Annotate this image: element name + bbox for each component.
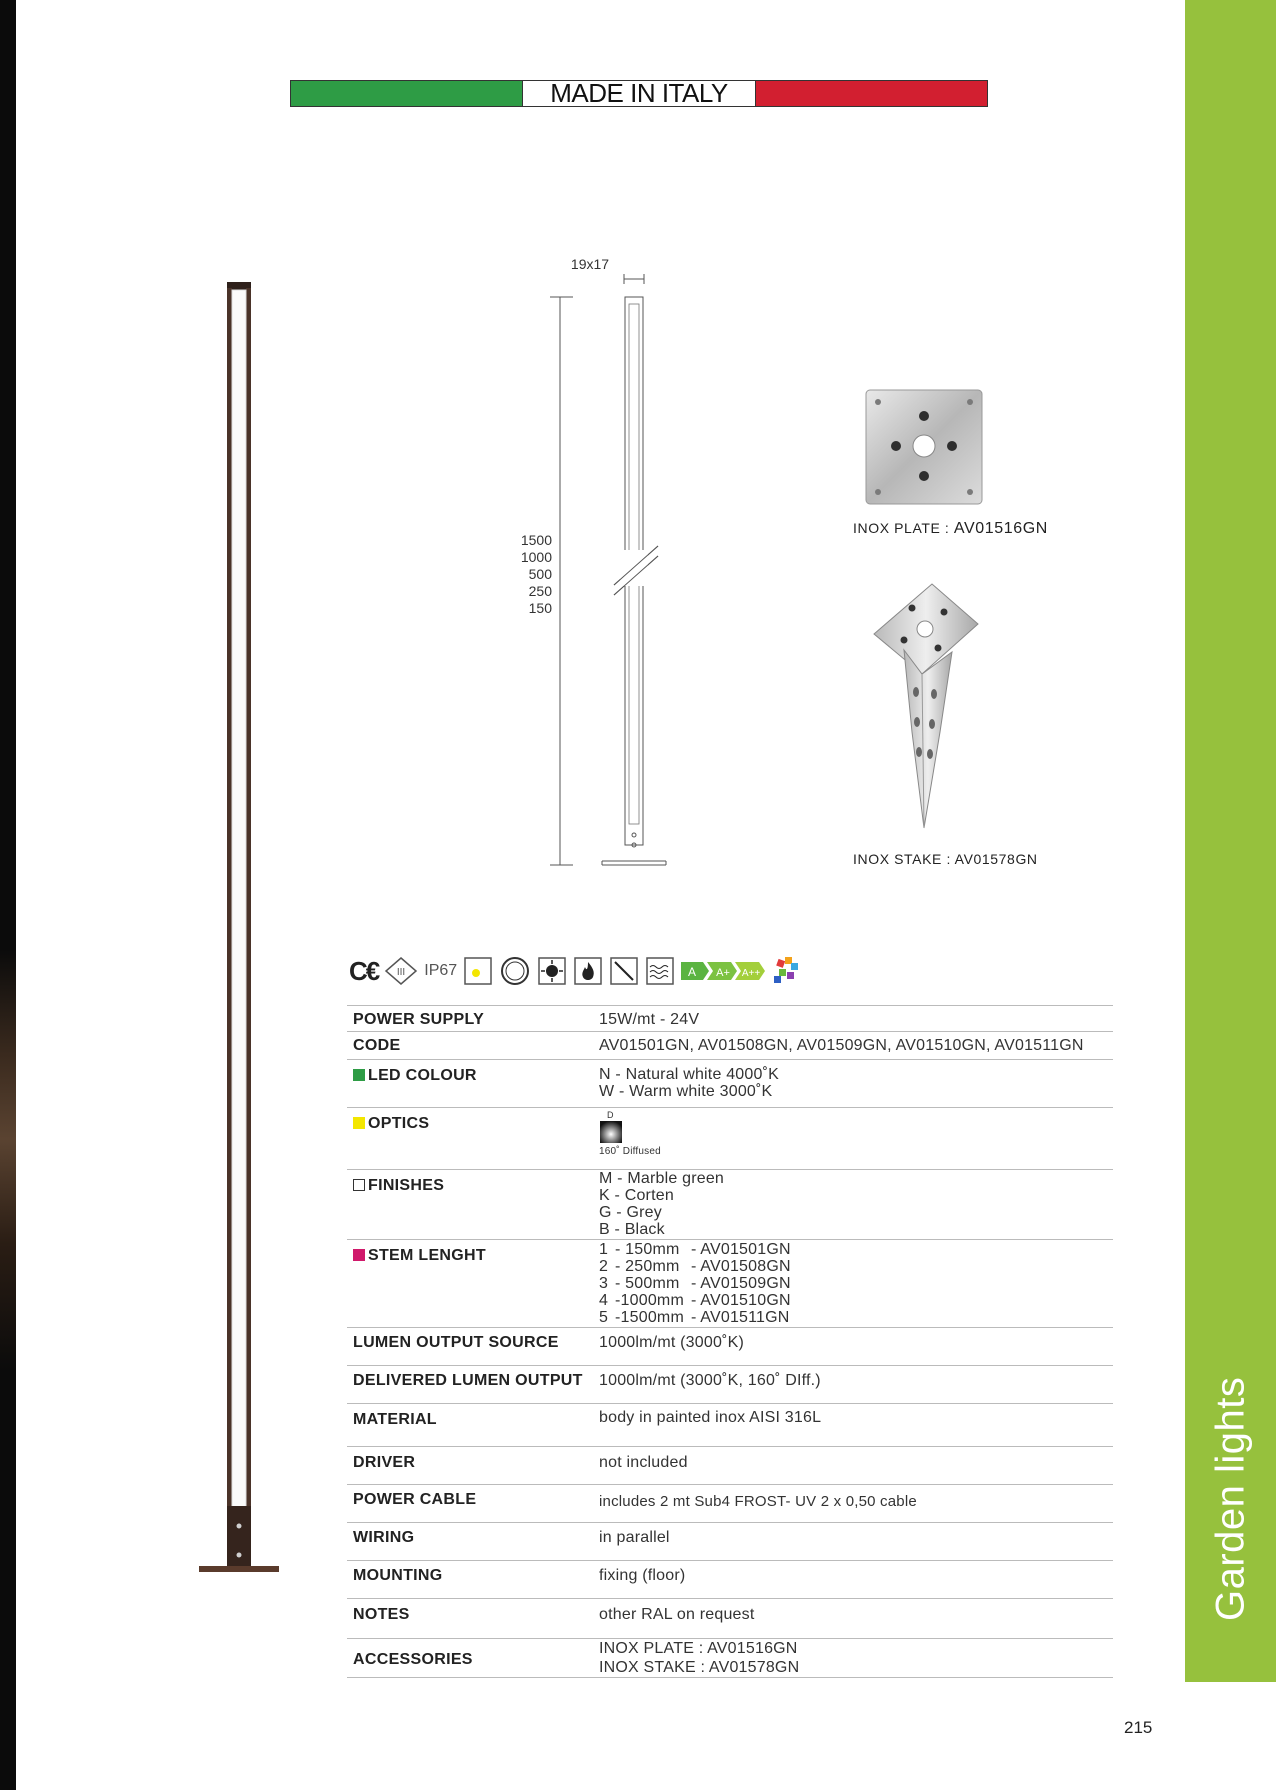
energy-class-icon [681, 960, 765, 982]
spec-value: D 160˚ Diffused [599, 1108, 1113, 1170]
flag-red [756, 81, 987, 106]
section-dimension: 19x17 [570, 256, 610, 272]
spec-value: INOX PLATE : AV01516GN INOX STAKE : AV01578GN [599, 1639, 1113, 1678]
green-swatch [353, 1069, 365, 1081]
rgb-palette-icon [771, 954, 805, 988]
spec-value: not included [599, 1447, 1113, 1485]
spec-label: NOTES [347, 1599, 599, 1639]
spec-label: DELIVERED LUMEN OUTPUT [347, 1366, 599, 1404]
spec-row-wiring [347, 1523, 1113, 1561]
spec-value [599, 1240, 1113, 1328]
rotation-icon [499, 955, 531, 987]
spec-row-material [347, 1404, 1113, 1447]
spec-label: MOUNTING [347, 1561, 599, 1599]
spec-value: body in painted inox AISI 316L [599, 1404, 1113, 1447]
spec-row-mounting [347, 1561, 1113, 1599]
svg-text:III: III [397, 967, 406, 978]
length-1000: 1000 [520, 549, 552, 565]
spec-label: WIRING [347, 1523, 599, 1561]
flag-green [291, 81, 522, 106]
section-tab-label: Garden lights [1208, 1376, 1253, 1621]
lamp-icon [463, 956, 493, 986]
bollard-photo [195, 280, 285, 1595]
spec-row-optics [347, 1108, 1113, 1170]
spec-row-power-cable [347, 1485, 1113, 1523]
spec-value: fixing (floor) [599, 1561, 1113, 1599]
spec-label: DRIVER [347, 1447, 599, 1485]
stem-row: 1 - 150mm - AV01501GN [599, 1241, 791, 1258]
spec-row-delivered-lumen [347, 1366, 1113, 1404]
spec-label: CODE [347, 1032, 599, 1060]
spec-label: LED COLOUR [347, 1060, 599, 1108]
spec-row-finishes [347, 1170, 1113, 1240]
spec-label: MATERIAL [347, 1404, 599, 1447]
spec-label: POWER CABLE [347, 1485, 599, 1523]
spec-value: in parallel [599, 1523, 1113, 1561]
empty-swatch [353, 1179, 365, 1191]
energy-a: A [688, 965, 697, 979]
diffused-optic-icon [599, 1120, 623, 1144]
certification-icons [349, 951, 805, 991]
spec-value: 1000lm/mt (3000˚K) [599, 1328, 1113, 1366]
banner-title: MADE IN ITALY [522, 81, 756, 106]
spec-row-power-supply [347, 1006, 1113, 1032]
stem-row: 3 - 500mm - AV01509GN [599, 1275, 791, 1292]
inox-stake-caption: INOX STAKE : AV01578GN [853, 851, 1038, 867]
technical-drawing [540, 270, 680, 870]
energy-a-plus-plus: A++ [741, 968, 761, 979]
length-500: 500 [528, 566, 552, 582]
page-number: 215 [1124, 1718, 1153, 1737]
inox-plate-image [864, 388, 984, 506]
made-in-italy-banner [290, 80, 988, 107]
stem-row: 4 -1000mm - AV01510GN [599, 1292, 791, 1309]
spec-value: AV01501GN, AV01508GN, AV01509GN, AV01510GN, AV01511GN [599, 1032, 1113, 1060]
spec-value: 15W/mt - 24V [599, 1006, 1113, 1032]
water-icon [645, 956, 675, 986]
section-tab [1185, 0, 1276, 1682]
spec-value: includes 2 mt Sub4 FROST- UV 2 x 0,50 cable [599, 1485, 1113, 1523]
spec-row-code [347, 1032, 1113, 1060]
inox-plate-caption: INOX PLATE : AV01516GN [853, 520, 1048, 537]
spec-row-accessories [347, 1639, 1113, 1678]
spec-row-driver [347, 1447, 1113, 1485]
stem-row: 2 - 250mm - AV01508GN [599, 1258, 791, 1275]
length-options [500, 532, 552, 617]
class-iii-icon [384, 956, 418, 986]
spec-label: OPTICS [347, 1108, 599, 1170]
spec-label: LUMEN OUTPUT SOURCE [347, 1328, 599, 1366]
spec-label: STEM LENGHT [347, 1240, 599, 1328]
spec-row-led-colour [347, 1060, 1113, 1108]
left-edge-strip [0, 0, 16, 1790]
spec-value: other RAL on request [599, 1599, 1113, 1639]
cable-icon [609, 956, 639, 986]
ce-mark-icon: C€ [349, 955, 379, 986]
spec-row-lumen-source [347, 1328, 1113, 1366]
ip-rating: IP67 [424, 962, 458, 979]
flame-icon [573, 956, 603, 986]
length-250: 250 [528, 583, 552, 599]
energy-a-plus: A+ [716, 967, 731, 979]
spec-value: 1000lm/mt (3000˚K, 160˚ DIff.) [599, 1366, 1113, 1404]
spec-label: FINISHES [347, 1170, 599, 1240]
spec-value: M - Marble green K - Corten G - Grey B - Black [599, 1170, 1113, 1240]
spec-row-stem-length [347, 1240, 1113, 1328]
spec-row-notes [347, 1599, 1113, 1639]
spec-label: POWER SUPPLY [347, 1006, 599, 1032]
spec-label: ACCESSORIES [347, 1639, 599, 1678]
length-1500: 1500 [520, 532, 552, 548]
yellow-swatch [353, 1117, 365, 1129]
spec-value: N - Natural white 4000˚K W - Warm white 3000˚K [599, 1060, 1113, 1108]
inox-stake-image [864, 582, 984, 832]
magenta-swatch [353, 1249, 365, 1261]
length-150: 150 [528, 600, 552, 616]
sun-resistant-icon [537, 956, 567, 986]
spec-table [347, 1005, 1113, 1678]
stem-row: 5 -1500mm - AV01511GN [599, 1309, 790, 1326]
